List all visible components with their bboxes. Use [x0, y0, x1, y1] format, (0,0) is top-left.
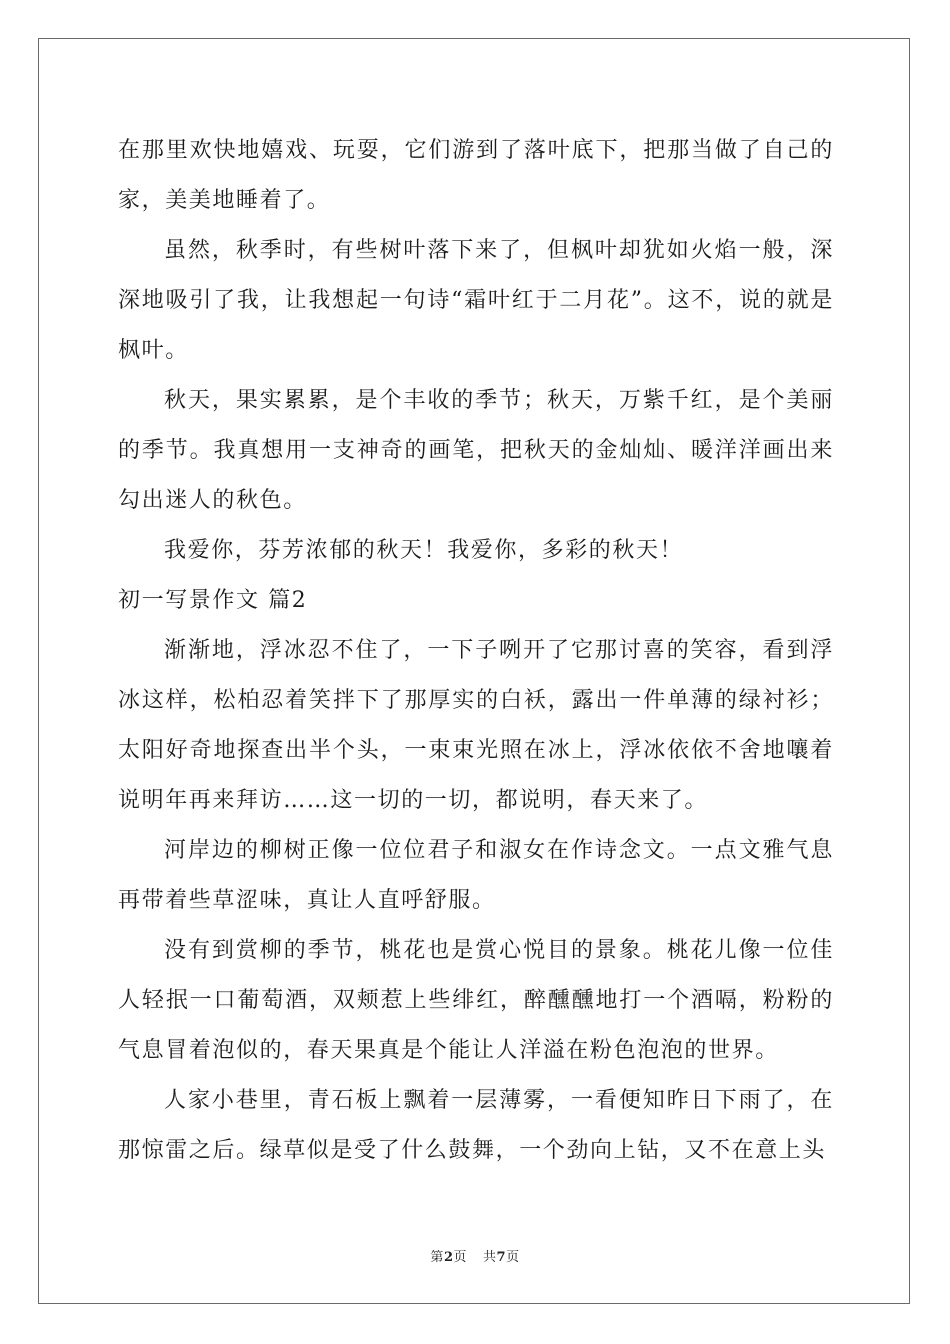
paragraph: 人家小巷里，青石板上飘着一层薄雾，一看便知昨日下雨了，在那惊雷之后。绿草似是受了什么鼓舞，一个劲向上钻，又不在意上头	[118, 1088, 834, 1163]
total-suffix: 页	[506, 1250, 520, 1265]
paragraph: 渐渐地，浮冰忍不住了，一下子咧开了它那讨喜的笑容，看到浮冰这样，松柏忍着笑拌下了那厚实的白袄，露出一件单薄的绿衬衫；太阳好奇地探查出半个头，一束束光照在冰上，浮冰依依不舍地嚷着说明年再来拜访……这一切的一切，都说明，春天来了。	[118, 638, 834, 813]
page-footer	[0, 1246, 950, 1265]
total-pages: 7	[496, 1250, 507, 1265]
paragraph: 河岸边的柳树正像一位位君子和淑女在作诗念文。一点文雅气息再带着些草涩味，真让人直呼舒服。	[118, 838, 834, 913]
page-suffix: 页	[453, 1250, 467, 1265]
paragraph: 秋天，果实累累，是个丰收的季节；秋天，万紫千红，是个美丽的季节。我真想用一支神奇的画笔，把秋天的金灿灿、暖洋洋画出来勾出迷人的秋色。	[118, 388, 834, 513]
paragraph: 虽然，秋季时，有些树叶落下来了，但枫叶却犹如火焰一般，深深地吸引了我，让我想起一句诗“霜叶红于二月花”。这不，说的就是枫叶。	[118, 238, 834, 363]
page-prefix: 第	[430, 1250, 444, 1265]
total-prefix: 共	[483, 1250, 497, 1265]
page-number: 2	[443, 1250, 454, 1265]
section-heading: 初一写景作文 篇2	[118, 588, 308, 613]
paragraph: 我爱你，芬芳浓郁的秋天！我爱你，多彩的秋天！	[164, 538, 684, 563]
paragraph: 没有到赏柳的季节，桃花也是赏心悦目的景象。桃花儿像一位佳人轻抿一口葡萄酒，双颊惹上些绯红，醉醺醺地打一个酒嗝，粉粉的气息冒着泡似的，春天果真是个能让人洋溢在粉色泡泡的世界。	[118, 938, 834, 1063]
paragraph: 在那里欢快地嬉戏、玩耍，它们游到了落叶底下，把那当做了自己的家，美美地睡着了。	[118, 138, 834, 213]
document-body	[118, 126, 834, 1176]
